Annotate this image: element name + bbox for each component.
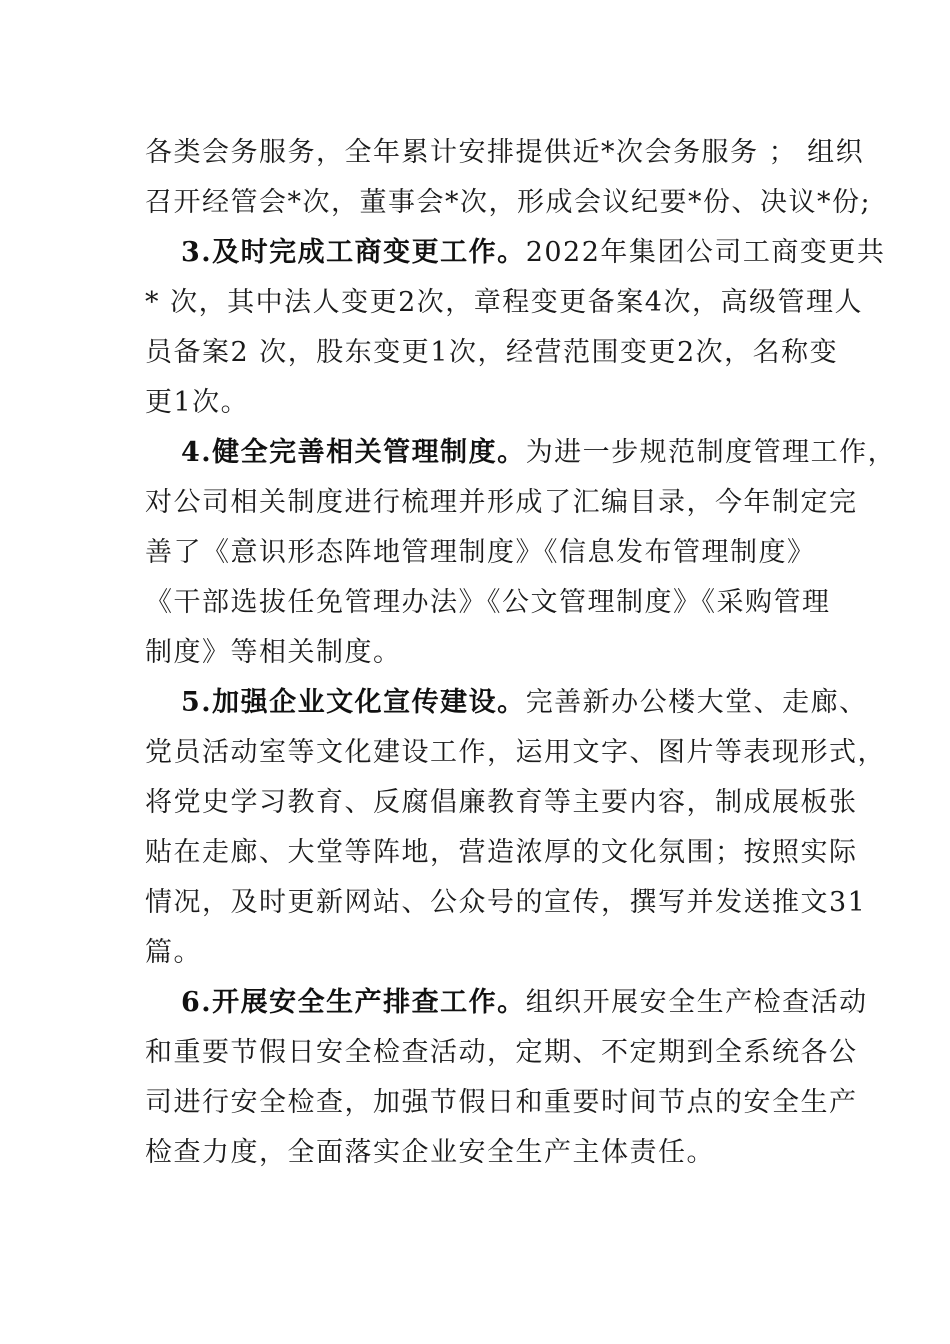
- section-heading-4: [181, 436, 896, 470]
- line-text: 制度》等相关制度。: [145, 637, 402, 668]
- line-text: 情况，及时更新网站、公众号的宣传，撰写并发送推文31: [145, 887, 867, 918]
- line-text: 和重要节假日安全检查活动，定期、不定期到全系统各公: [145, 1037, 858, 1068]
- line-text: 对公司相关制度进行梳理并形成了汇编目录，今年制定完: [145, 487, 858, 518]
- line-text: 员备案2 次，股东变更1次，经营范围变更2次，名称变: [145, 337, 839, 368]
- text-line: [145, 486, 858, 520]
- line-text: 《干部选拔任免管理办法》《公文管理制度》《采购管理: [145, 587, 831, 618]
- text-line: [145, 286, 863, 320]
- line-text: 为进一步规范制度管理工作，: [525, 437, 897, 468]
- text-line: [145, 1086, 858, 1120]
- line-text: 各类会务服务，全年累计安排提供近*次会务服务 ； 组织: [145, 137, 865, 168]
- section-heading-3: [181, 236, 885, 270]
- text-line: [145, 836, 858, 870]
- line-text: 更1次。: [145, 387, 250, 418]
- text-line: [145, 786, 858, 820]
- text-line: [145, 136, 864, 170]
- line-text: 篇。: [145, 937, 202, 968]
- line-text: 检查力度，全面落实企业安全生产主体责任。: [145, 1137, 715, 1168]
- line-text: 善了《意识形态阵地管理制度》《信息发布管理制度》: [145, 537, 816, 568]
- line-text: 党员活动室等文化建设工作，运用文字、图片等表现形式，: [145, 737, 886, 768]
- line-text: * 次，其中法人变更2次，章程变更备案4次，高级管理人: [145, 287, 863, 318]
- text-line: [145, 386, 249, 420]
- text-line: [145, 336, 838, 370]
- text-line: [145, 1136, 715, 1170]
- text-line: [145, 186, 871, 220]
- line-text: 组织开展安全生产检查活动: [525, 987, 868, 1018]
- section-heading-6: [181, 986, 868, 1020]
- text-line: [145, 536, 816, 570]
- line-text: 召开经管会*次，董事会*次，形成会议纪要*份、决议*份;: [145, 187, 872, 218]
- bold-heading: 4.健全完善相关管理制度。: [181, 437, 526, 468]
- bold-heading: 5.加强企业文化宣传建设。: [181, 687, 526, 718]
- bold-heading: 3.及时完成工商变更工作。: [181, 237, 526, 268]
- line-text: 将党史学习教育、反腐倡廉教育等主要内容，制成展板张: [145, 787, 858, 818]
- line-text: 2022年集团公司工商变更共: [525, 237, 886, 268]
- text-line: [145, 636, 402, 670]
- text-line: [145, 1036, 858, 1070]
- line-text: 完善新办公楼大堂、走廊、: [525, 687, 868, 718]
- text-line: [145, 886, 866, 920]
- text-line: [145, 586, 831, 620]
- bold-heading: 6.开展安全生产排查工作。: [181, 987, 526, 1018]
- line-text: 贴在走廊、大堂等阵地，营造浓厚的文化氛围；按照实际: [145, 837, 858, 868]
- section-heading-5: [181, 686, 868, 720]
- line-text: 司进行安全检查，加强节假日和重要时间节点的安全生产: [145, 1087, 858, 1118]
- text-line: [145, 736, 886, 770]
- text-line: [145, 936, 202, 970]
